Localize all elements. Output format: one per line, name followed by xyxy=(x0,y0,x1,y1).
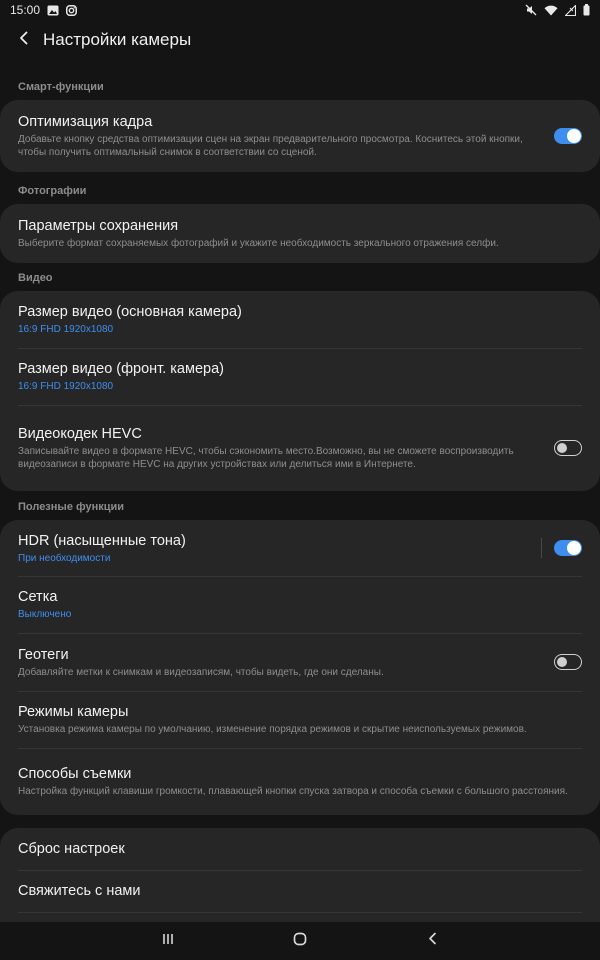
recents-icon xyxy=(162,932,174,950)
battery-icon xyxy=(583,4,590,16)
home-icon xyxy=(293,932,307,951)
item-title: Геотеги xyxy=(18,646,69,663)
item-title: Параметры сохранения xyxy=(18,218,179,234)
back-icon xyxy=(428,932,437,950)
item-description: Установка режима камеры по умолчанию, изменение порядка режимов и скрытие неиспользуемых режимов. xyxy=(18,724,527,735)
instagram-icon xyxy=(66,5,77,16)
section-header-photos: Фотографии xyxy=(18,185,87,197)
item-title: Свяжитесь с нами xyxy=(18,883,141,899)
item-description: Записывайте видео в формате HEVC, чтобы сэкономить место.Возможно, вы не сможете воспроизводить видеозаписи в формате HEVC на других устройствах или делиться ими в Интернете. xyxy=(18,446,514,470)
front-video-size-item[interactable] xyxy=(0,348,600,405)
item-title: Режимы камеры xyxy=(18,704,129,720)
geotags-toggle[interactable] xyxy=(554,654,582,670)
item-value: 16:9 FHD 1920x1080 xyxy=(18,324,114,335)
card-smart xyxy=(0,100,600,172)
item-description: Добавьте кнопку средства оптимизации сцен на экран предварительного просмотра. Коснитесь этой кнопки, чтобы получить оптимальный снимок в соответствии со сценой. xyxy=(18,134,523,158)
rear-video-size-item[interactable] xyxy=(0,291,600,348)
wifi-icon xyxy=(544,5,558,16)
item-title: Размер видео (основная камера) xyxy=(18,304,242,320)
navigation-bar xyxy=(0,922,600,960)
save-options-item[interactable] xyxy=(0,204,600,263)
item-title: Видеокодек HEVC xyxy=(18,426,142,442)
item-title: Сброс настроек xyxy=(18,841,125,857)
page-title: Настройки камеры xyxy=(43,30,192,49)
item-description: Выберите формат сохраняемых фотографий и укажите необходимость зеркального отражения селфи. xyxy=(18,238,499,249)
item-title: HDR (насыщенные тона) xyxy=(18,532,186,549)
status-bar xyxy=(0,0,600,20)
item-value: 16:9 FHD 1920x1080 xyxy=(18,381,114,392)
item-value: Выключено xyxy=(18,609,72,620)
hevc-toggle[interactable] xyxy=(554,440,582,456)
settings-list xyxy=(0,74,600,954)
item-description: Настройка функций клавиши громкости, плавающей кнопки спуска затвора и способа съемки с большого расстояния. xyxy=(18,786,568,797)
grid-item[interactable] xyxy=(0,576,600,633)
divider xyxy=(541,538,542,558)
card-useful xyxy=(0,520,600,815)
status-time: 15:00 xyxy=(10,3,41,17)
back-button[interactable] xyxy=(2,20,46,60)
item-value: При необходимости xyxy=(18,552,111,564)
shooting-methods-item[interactable] xyxy=(0,748,600,815)
section-header-smart: Смарт-функции xyxy=(18,81,104,93)
card-video xyxy=(0,291,600,491)
item-title: Способы съемки xyxy=(18,766,132,782)
card-photos xyxy=(0,204,600,263)
back-nav-button[interactable] xyxy=(366,922,498,960)
section-header-useful: Полезные функции xyxy=(18,501,125,513)
item-title: Оптимизация кадра xyxy=(18,114,153,130)
section-header-video: Видео xyxy=(18,272,53,284)
contact-us-item[interactable] xyxy=(0,870,600,912)
no-signal-icon xyxy=(565,5,576,16)
item-title: Сетка xyxy=(18,589,58,605)
scene-optimizer-item[interactable] xyxy=(0,100,600,172)
geotags-item[interactable] xyxy=(0,633,600,691)
hdr-item[interactable] xyxy=(0,520,600,576)
recents-button[interactable] xyxy=(102,922,234,960)
app-bar xyxy=(0,20,600,60)
item-description: Добавляйте метки к снимкам и видеозаписям, чтобы видеть, где они сделаны. xyxy=(18,666,384,678)
item-title: Размер видео (фронт. камера) xyxy=(18,361,224,377)
home-button[interactable] xyxy=(234,922,366,960)
camera-modes-item[interactable] xyxy=(0,691,600,748)
hdr-toggle[interactable] xyxy=(554,540,582,556)
hevc-item[interactable] xyxy=(0,405,600,491)
reset-settings-item[interactable] xyxy=(0,828,600,870)
scene-optimizer-toggle[interactable] xyxy=(554,128,582,144)
chevron-left-icon xyxy=(19,31,29,50)
mute-icon xyxy=(525,4,537,16)
gallery-icon xyxy=(47,5,59,16)
